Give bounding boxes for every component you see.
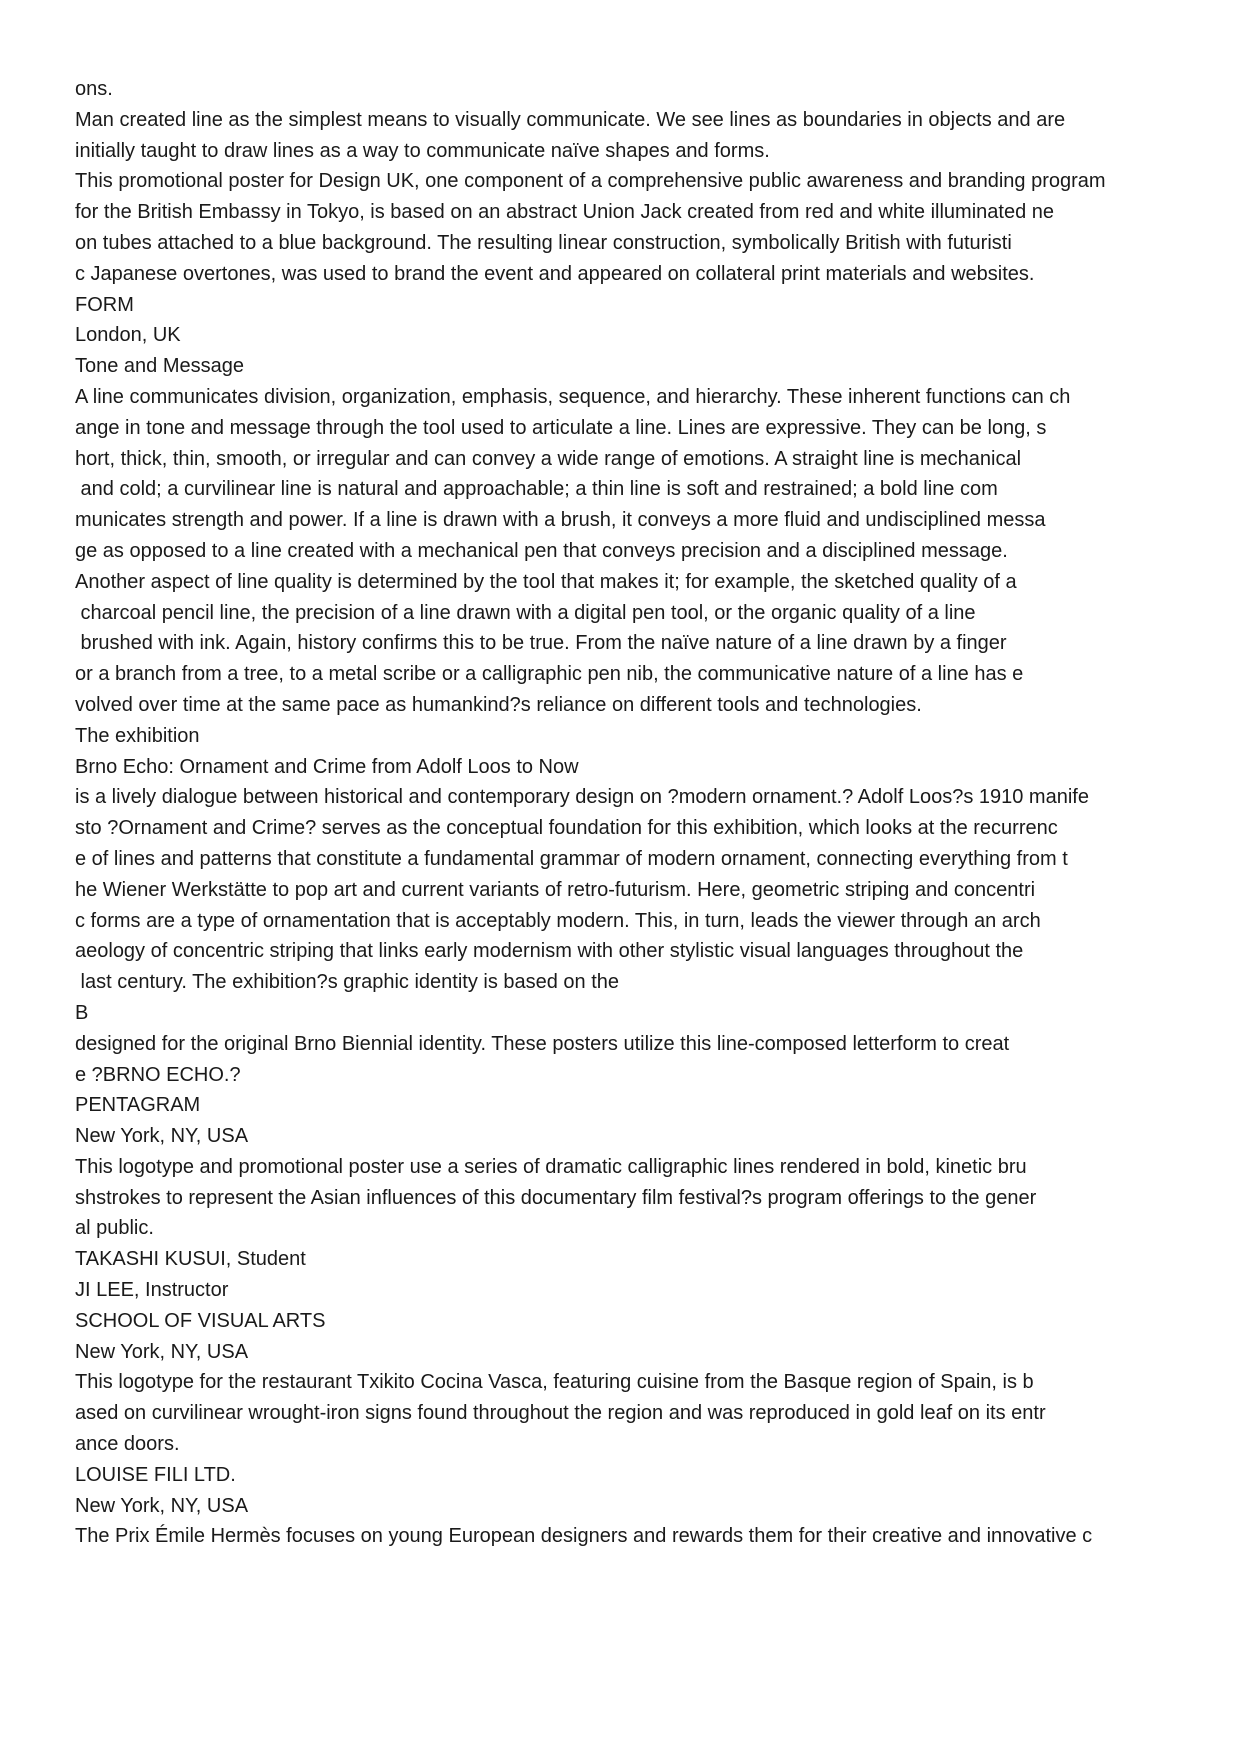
text-line: shstrokes to represent the Asian influences of this documentary film festival?s program offerings to the gener bbox=[75, 1186, 1037, 1209]
credit-line: TAKASHI KUSUI, Student bbox=[75, 1248, 306, 1271]
text-line: municates strength and power. If a line is drawn with a brush, it conveys a more fluid and undisciplined messa bbox=[75, 509, 1046, 532]
text-line: Another aspect of line quality is determined by the tool that makes it; for example, the sketched quality of a bbox=[75, 570, 1017, 593]
text-line: e of lines and patterns that constitute a fundamental grammar of modern ornament, connecting everything from t bbox=[75, 847, 1068, 870]
text-line: c Japanese overtones, was used to brand the event and appeared on collateral print materials and websites. bbox=[75, 262, 1035, 285]
text-line: designed for the original Brno Biennial identity. These posters utilize this line-composed letterform to creat bbox=[75, 1032, 1010, 1055]
text-line: This logotype for the restaurant Txikito Cocina Vasca, featuring cuisine from the Basque region of Spain, is b bbox=[75, 1371, 1034, 1394]
text-line: or a branch from a tree, to a metal scribe or a calligraphic pen nib, the communicative nature of a line has e bbox=[75, 663, 1024, 686]
text-line: charcoal pencil line, the precision of a line drawn with a digital pen tool, or the organic quality of a line bbox=[75, 601, 976, 624]
text-line: and cold; a curvilinear line is natural and approachable; a thin line is soft and restrained; a bold line com bbox=[75, 478, 998, 501]
text-line: on tubes attached to a blue background. The resulting linear construction, symbolically British with futuristi bbox=[75, 231, 1012, 254]
text-line: he Wiener Werkstätte to pop art and current variants of retro-futurism. Here, geometric striping and concentri bbox=[75, 878, 1036, 901]
heading-line: Tone and Message bbox=[75, 355, 245, 378]
credit-line: LOUISE FILI LTD. bbox=[75, 1463, 236, 1486]
text-line: sto ?Ornament and Crime? serves as the conceptual foundation for this exhibition, which looks at the recurrenc bbox=[75, 817, 1058, 840]
credit-line: PENTAGRAM bbox=[75, 1094, 201, 1117]
text-line: This promotional poster for Design UK, one component of a comprehensive public awareness and branding program bbox=[75, 170, 1106, 193]
text-line: ge as opposed to a line created with a mechanical pen that conveys precision and a disciplined message. bbox=[75, 539, 1008, 562]
text-line: last century. The exhibition?s graphic identity is based on the bbox=[75, 971, 620, 994]
text-line: hort, thick, thin, smooth, or irregular and can convey a wide range of emotions. A straight line is mechanical bbox=[75, 447, 1022, 470]
credit-line: SCHOOL OF VISUAL ARTS bbox=[75, 1309, 326, 1332]
text-line: brushed with ink. Again, history confirms this to be true. From the naïve nature of a line drawn by a finger bbox=[75, 632, 1007, 655]
text-line: aeology of concentric striping that links early modernism with other stylistic visual languages throughout the bbox=[75, 940, 1024, 963]
text-line: al public. bbox=[75, 1217, 154, 1240]
text-line: volved over time at the same pace as humankind?s reliance on different tools and technologies. bbox=[75, 693, 922, 716]
credit-line: JI LEE, Instructor bbox=[75, 1279, 229, 1302]
text-line: e ?BRNO ECHO.? bbox=[75, 1063, 241, 1086]
document-body bbox=[75, 74, 1215, 1552]
text-line: The Prix Émile Hermès focuses on young European designers and rewards them for their creative and innovative c bbox=[75, 1525, 1093, 1548]
heading-line: The exhibition bbox=[75, 724, 200, 747]
location-line: New York, NY, USA bbox=[75, 1125, 249, 1148]
text-line: for the British Embassy in Tokyo, is based on an abstract Union Jack created from red and white illuminated ne bbox=[75, 201, 1055, 224]
heading-line: Brno Echo: Ornament and Crime from Adolf Loos to Now bbox=[75, 755, 579, 778]
location-line: London, UK bbox=[75, 324, 181, 347]
text-line: This logotype and promotional poster use a series of dramatic calligraphic lines rendered in bold, kinetic bru bbox=[75, 1155, 1027, 1178]
text-line: c forms are a type of ornamentation that is acceptably modern. This, in turn, leads the viewer through an arch bbox=[75, 909, 1041, 932]
text-line: ased on curvilinear wrought-iron signs found throughout the region and was reproduced in gold leaf on its entr bbox=[75, 1402, 1046, 1425]
text-line: ance doors. bbox=[75, 1433, 180, 1456]
text-line: ange in tone and message through the tool used to articulate a line. Lines are expressive. They can be long, s bbox=[75, 416, 1047, 439]
text-line: B bbox=[75, 1001, 89, 1024]
text-line: ons. bbox=[75, 78, 113, 100]
text-line: initially taught to draw lines as a way to communicate naïve shapes and forms. bbox=[75, 139, 770, 162]
text-line: Man created line as the simplest means to visually communicate. We see lines as boundaries in objects and are bbox=[75, 108, 1066, 131]
heading-line: FORM bbox=[75, 293, 134, 316]
location-line: New York, NY, USA bbox=[75, 1494, 249, 1517]
text-line: A line communicates division, organization, emphasis, sequence, and hierarchy. These inherent functions can ch bbox=[75, 385, 1071, 408]
location-line: New York, NY, USA bbox=[75, 1340, 249, 1363]
text-line: is a lively dialogue between historical and contemporary design on ?modern ornament.? Adolf Loos?s 1910 manife bbox=[75, 786, 1089, 809]
